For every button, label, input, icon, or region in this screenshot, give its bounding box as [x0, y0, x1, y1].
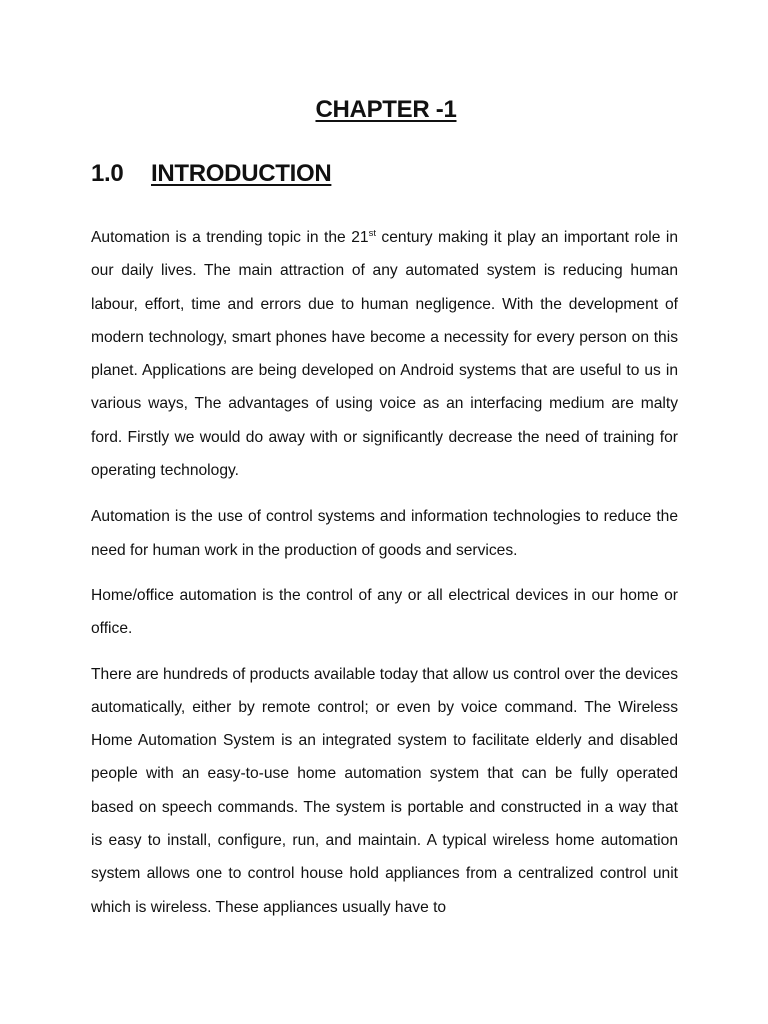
paragraph-intro-start: Automation is a trending topic in the 21	[91, 229, 369, 246]
body-text	[91, 221, 678, 936]
chapter-title: CHAPTER -1	[315, 96, 457, 123]
ordinal-superscript: st	[368, 228, 376, 239]
paragraph-intro	[91, 221, 678, 487]
paragraph-wireless-home-automation: There are hundreds of products available today that allow us control over the devices automatically, either by remote control; or even by voice command. The Wireless Home Automation System is an integrated system to facilitate elderly and disabled people with an easy-to-use home automation system that can be fully operated based on speech commands. The system is portable and constructed in a way that is easy to install, configure, run, and maintain. A typical wireless home automation system allows one to control house hold appliances from a centralized control unit which is wireless. These appliances usually have to	[91, 665, 678, 916]
section-title: INTRODUCTION	[151, 160, 332, 187]
paragraph-intro-rest: century making it play an important role in our daily lives. The main attraction of any automated system is reducing human labour, effort, time and errors due to human negligence. With the development of modern technology, smart phones have become a necessity for every person on this planet. Applications are being developed on Android systems that are useful to us in various ways, The advantages of using voice as an interfacing medium are malty ford. Firstly we would do away with or significantly decrease the need of training for operating technology.	[91, 229, 678, 480]
section-number: 1.0	[91, 160, 124, 187]
paragraph-home-office-automation: Home/office automation is the control of any or all electrical devices in our home or office.	[91, 586, 678, 638]
section-heading	[91, 160, 331, 188]
paragraph-automation-definition: Automation is the use of control systems and information technologies to reduce the need for human work in the production of goods and services.	[91, 508, 678, 559]
